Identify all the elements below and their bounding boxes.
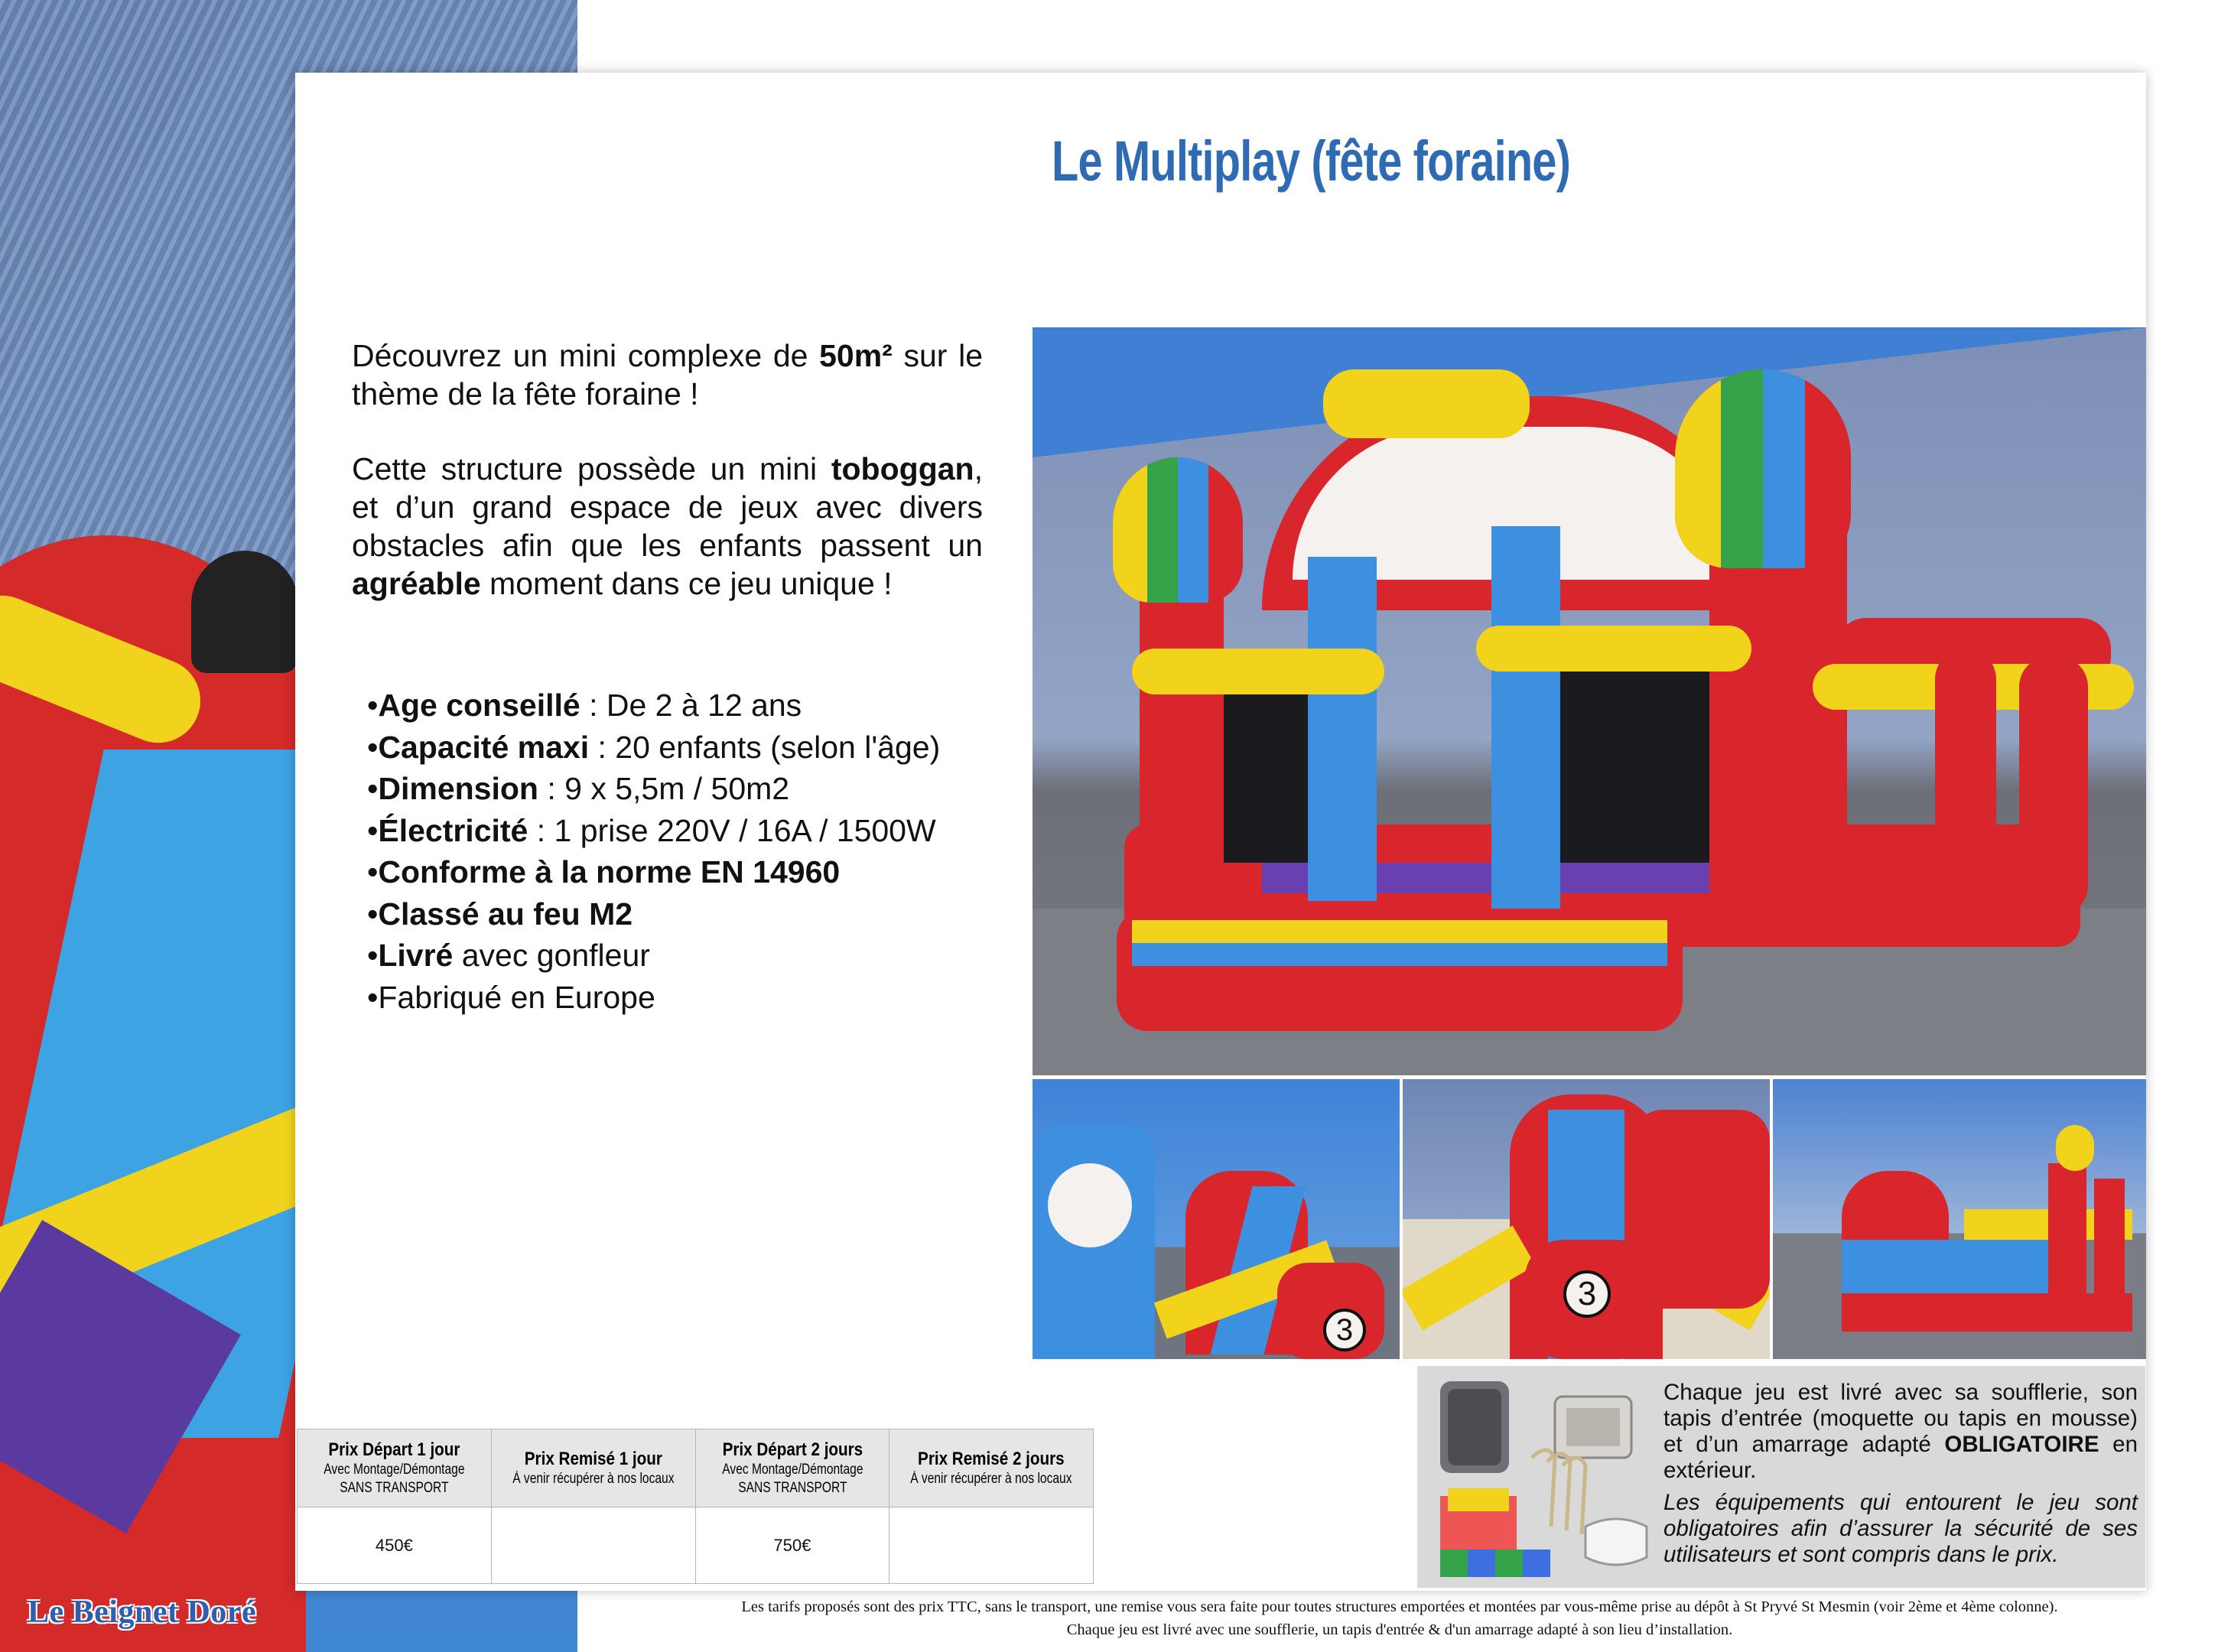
feature-item — [367, 851, 1055, 893]
bullet: • — [367, 771, 379, 806]
equipment-text — [1664, 1380, 2138, 1568]
price-table — [297, 1429, 1094, 1584]
feature-item — [367, 810, 1055, 852]
feature-label: Dimension — [378, 771, 538, 806]
price-header-subtitle: SANS TRANSPORT — [340, 1479, 449, 1496]
bullet: • — [367, 896, 379, 932]
bullet: • — [367, 688, 379, 723]
bullet: • — [367, 812, 379, 848]
price-header-subtitle: Avec Montage/Démontage — [721, 1461, 863, 1478]
thumbnail-photo-2 — [1403, 1079, 1770, 1359]
feature-label: Age conseillé — [378, 688, 581, 723]
bullet: • — [367, 938, 379, 973]
thumb-number-1: 3 — [1323, 1309, 1366, 1351]
price-column-header — [889, 1429, 1094, 1507]
price-header-subtitle: SANS TRANSPORT — [737, 1479, 847, 1496]
equipment-text-line-1: Chaque jeu est livré avec sa soufflerie, son tapis d’entrée (moquette ou tapis en mousse) et d’un amarrage adapté OBLIGATOIRE en extérieur. — [1664, 1380, 2138, 1483]
price-column-header — [491, 1429, 695, 1507]
feature-label: Livré — [378, 938, 454, 973]
footer-note — [581, 1595, 2218, 1641]
price-header-title: Prix Départ 1 jour — [328, 1439, 460, 1460]
price-table-header-row — [298, 1429, 1094, 1507]
main-product-photo — [1033, 327, 2146, 1075]
feature-value: Fabriqué en Europe — [378, 979, 655, 1015]
thumb-number-2: 3 — [1563, 1270, 1611, 1318]
feature-item — [367, 768, 1055, 810]
price-cell: 450€ — [298, 1507, 492, 1584]
feature-value: : De 2 à 12 ans — [580, 688, 802, 723]
price-header-subtitle: Avec Montage/Démontage — [324, 1461, 465, 1478]
feature-label: Classé au feu M2 — [378, 896, 633, 932]
price-cell — [889, 1507, 1094, 1584]
feature-item — [367, 977, 1055, 1019]
logo: Le Beignet Doré — [28, 1595, 257, 1630]
price-cell: 750€ — [695, 1507, 889, 1584]
bullet: • — [367, 979, 379, 1015]
price-header-title: Prix Départ 2 jours — [722, 1439, 863, 1460]
price-table-row — [298, 1507, 1094, 1584]
feature-value: : 9 x 5,5m / 50m2 — [538, 771, 790, 806]
price-column-header — [298, 1429, 492, 1507]
feature-value: : 1 prise 220V / 16A / 1500W — [528, 812, 936, 848]
bullet: • — [367, 729, 379, 765]
equipment-text-line-2: Les équipements qui entourent le jeu sont obligatoires afin d’assurer la sécurité de ses utilisateurs et sont compris dans le prix. — [1664, 1490, 2138, 1567]
price-column-header — [695, 1429, 889, 1507]
feature-item — [367, 727, 1055, 769]
feature-label: Conforme à la norme EN 14960 — [378, 854, 841, 889]
price-header-title: Prix Remisé 2 jours — [918, 1448, 1065, 1469]
feature-value: : 20 enfants (selon l'âge) — [589, 729, 941, 765]
description-paragraph-1: Découvrez un mini complexe de 50m² sur le thème de la fête foraine ! — [352, 338, 984, 411]
feature-label: Capacité maxi — [378, 729, 590, 765]
feature-item — [367, 893, 1055, 935]
price-header-subtitle: À venir récupérer à nos locaux — [910, 1470, 1072, 1487]
feature-label: Électricité — [378, 812, 528, 848]
feature-value: avec gonfleur — [453, 938, 650, 973]
feature-item — [367, 685, 1055, 727]
price-header-title: Prix Remisé 1 jour — [524, 1448, 662, 1469]
footer-line-2: Chaque jeu est livré avec une soufflerie, un tapis d'entrée & d'un amarrage adapté à son lieu d’installation. — [1066, 1621, 1733, 1638]
price-cell — [491, 1507, 695, 1584]
bullet: • — [367, 854, 379, 889]
price-header-subtitle: À venir récupérer à nos locaux — [512, 1470, 675, 1487]
description — [352, 337, 983, 639]
equipment-illustration — [1425, 1374, 1667, 1582]
thumbnail-photo-3 — [1773, 1079, 2146, 1359]
equipment-info-box — [1417, 1366, 2145, 1588]
description-paragraph-2: Cette structure possède un mini toboggan, et d’un grand espace de jeux avec divers obstacles afin que les enfants passent un agréable moment dans ce jeu unique ! — [352, 451, 983, 601]
thumbnail-photo-1 — [1033, 1079, 1400, 1359]
feature-list — [367, 685, 1055, 1018]
page-title: Le Multiplay (fête foraine) — [1052, 129, 1571, 193]
footer-line-1: Les tarifs proposés sont des prix TTC, sans le transport, une remise vous sera faite pour toutes structures emportées et montées par vous-même prise au dépôt à St Pryvé St Mesmin (voir 2ème et 4ème colonne). — [741, 1598, 2058, 1615]
feature-item — [367, 935, 1055, 977]
